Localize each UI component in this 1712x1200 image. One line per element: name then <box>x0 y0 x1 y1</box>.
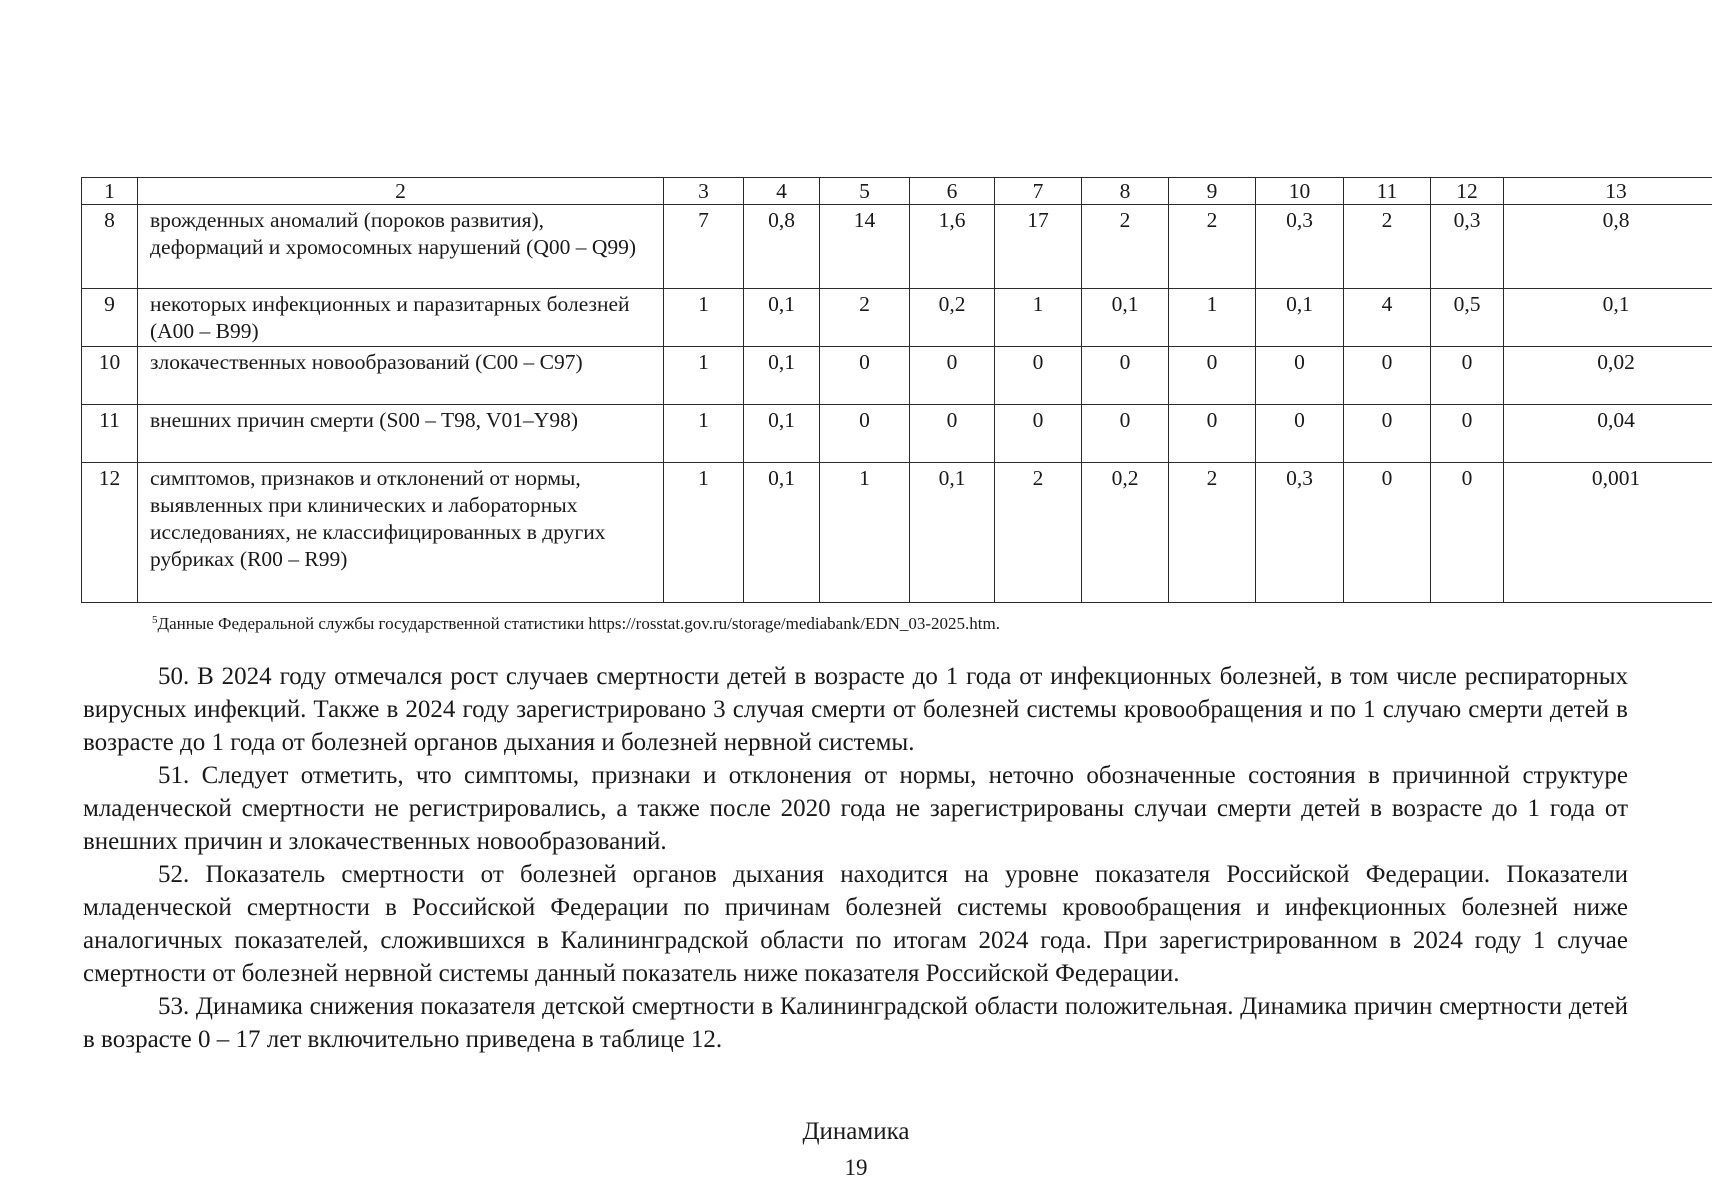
table-cell: 0,04 <box>1504 405 1712 463</box>
table-cell: 0 <box>820 347 910 405</box>
table-cell: 1,6 <box>910 205 995 289</box>
column-header: 1 <box>82 178 138 205</box>
mortality-causes-table <box>81 177 1712 603</box>
row-number: 11 <box>82 405 138 463</box>
body-text <box>83 660 1628 1056</box>
table-cell: 14 <box>820 205 910 289</box>
table-cell: 2 <box>820 289 910 347</box>
table-cell: 0,5 <box>1431 289 1504 347</box>
table-cell: 0,02 <box>1504 347 1712 405</box>
table-row <box>82 289 1712 347</box>
column-header: 11 <box>1344 178 1431 205</box>
table-cell: 0,1 <box>744 405 820 463</box>
table-cell: 0,001 <box>1504 463 1712 603</box>
table-cell: 0,1 <box>744 463 820 603</box>
table-cell: 0,1 <box>744 289 820 347</box>
table-cell: 0 <box>1344 463 1431 603</box>
table-cell: 0,8 <box>1504 205 1712 289</box>
table-cell: 0 <box>1256 405 1344 463</box>
column-header: 12 <box>1431 178 1504 205</box>
table-cell: 2 <box>1344 205 1431 289</box>
paragraph-50: 50. В 2024 году отмечался рост случаев смертности детей в возрасте до 1 года от инфекционных болезней, в том числе респираторных вирусных инфекций. Также в 2024 году зарегистрировано 3 случая смерти от болезней системы кровообращения и по 1 случаю смерти детей в возрасте до 1 года от болезней органов дыхания и болезней нервной системы. <box>83 663 1628 756</box>
table-cell: 0 <box>910 405 995 463</box>
table-cell: 0 <box>820 405 910 463</box>
table-cell: 0 <box>1169 347 1256 405</box>
paragraph-53: 53. Динамика снижения показателя детской смертности в Калининградской области положительная. Динамика причин смертности детей в возрасте 0 – 17 лет включительно приведена в таблице 12. <box>83 993 1628 1053</box>
table-cell: 0 <box>1082 347 1169 405</box>
cause-name: некоторых инфекционных и паразитарных болезней (A00 – B99) <box>138 289 664 347</box>
column-header: 6 <box>910 178 995 205</box>
row-number: 8 <box>82 205 138 289</box>
column-header: 7 <box>995 178 1082 205</box>
table-cell: 17 <box>995 205 1082 289</box>
table-cell: 0 <box>1431 405 1504 463</box>
table-cell: 0 <box>1344 405 1431 463</box>
column-header: 8 <box>1082 178 1169 205</box>
column-header: 4 <box>744 178 820 205</box>
table-cell: 1 <box>664 289 744 347</box>
table-cell: 2 <box>1082 205 1169 289</box>
table-cell: 0,1 <box>910 463 995 603</box>
table-cell: 0,1 <box>744 347 820 405</box>
table-row <box>82 463 1712 603</box>
table-row <box>82 347 1712 405</box>
table-cell: 0 <box>995 347 1082 405</box>
table-cell: 0,1 <box>1082 289 1169 347</box>
table-cell: 0 <box>1169 405 1256 463</box>
page-number: 19 <box>844 1155 868 1180</box>
table-cell: 7 <box>664 205 744 289</box>
table-row <box>82 205 1712 289</box>
paragraph-51: 51. Следует отметить, что симптомы, признаки и отклонения от нормы, неточно обозначенные состояния в причинной структуре младенческой смертности не регистрировались, а также после 2020 года не зарегистрированы случаи смерти детей в возрасте до 1 года от внешних причин и злокачественных новообразований. <box>83 762 1628 855</box>
table-cell: 1 <box>1169 289 1256 347</box>
table-cell: 1 <box>664 347 744 405</box>
table-cell: 0 <box>1431 463 1504 603</box>
column-header: 2 <box>138 178 664 205</box>
column-header: 9 <box>1169 178 1256 205</box>
footnote-mark: 5 <box>152 614 158 626</box>
table-cell: 0,3 <box>1256 205 1344 289</box>
cause-name: симптомов, признаков и отклонений от нормы, выявленных при клинических и лабораторных исследованиях, не классифицированных в других рубриках (R00 – R99) <box>138 463 664 603</box>
table-cell: 1 <box>664 405 744 463</box>
table-cell: 0 <box>1344 347 1431 405</box>
table-cell: 2 <box>995 463 1082 603</box>
row-number: 10 <box>82 347 138 405</box>
cause-name: врожденных аномалий (пороков развития), деформаций и хромосомных нарушений (Q00 – Q99) <box>138 205 664 289</box>
table-caption: Динамика <box>802 1118 910 1145</box>
table-row <box>82 405 1712 463</box>
cause-name: внешних причин смерти (S00 – T98, V01–Y98) <box>138 405 664 463</box>
table-cell: 0 <box>1431 347 1504 405</box>
table-cell: 4 <box>1344 289 1431 347</box>
table-cell: 1 <box>995 289 1082 347</box>
table-cell: 0 <box>910 347 995 405</box>
row-number: 9 <box>82 289 138 347</box>
table-cell: 0 <box>1256 347 1344 405</box>
table-cell: 0,3 <box>1256 463 1344 603</box>
table-cell: 0,8 <box>744 205 820 289</box>
column-header: 5 <box>820 178 910 205</box>
row-number: 12 <box>82 463 138 603</box>
table-cell: 0,1 <box>1256 289 1344 347</box>
table-cell: 2 <box>1169 463 1256 603</box>
footnote-text: Данные Федеральной службы государственной статистики https://rosstat.gov.ru/storage/mediabank/EDN_03-2025.htm. <box>157 614 1000 633</box>
table-cell: 0,2 <box>1082 463 1169 603</box>
column-header: 3 <box>664 178 744 205</box>
table-cell: 2 <box>1169 205 1256 289</box>
column-header: 13 <box>1504 178 1712 205</box>
table-cell: 0,1 <box>1504 289 1712 347</box>
table-cell: 0 <box>995 405 1082 463</box>
table-cell: 0 <box>1082 405 1169 463</box>
table-cell: 0,3 <box>1431 205 1504 289</box>
footnote <box>152 609 1000 635</box>
table-cell: 1 <box>820 463 910 603</box>
table-header-row <box>82 178 1712 205</box>
table-cell: 1 <box>664 463 744 603</box>
cause-name: злокачественных новообразований (C00 – C97) <box>138 347 664 405</box>
paragraph-52: 52. Показатель смертности от болезней органов дыхания находится на уровне показателя Российской Федерации. Показатели младенческой смертности в Российской Федерации по причинам болезней системы кровообращения и инфекционных болезней ниже аналогичных показателей, сложившихся в Калининградской области по итогам 2024 года. При зарегистрированном в 2024 году 1 случае смертности от болезней нервной системы данный показатель ниже показателя Российской Федерации. <box>83 861 1628 987</box>
table-cell: 0,2 <box>910 289 995 347</box>
column-header: 10 <box>1256 178 1344 205</box>
